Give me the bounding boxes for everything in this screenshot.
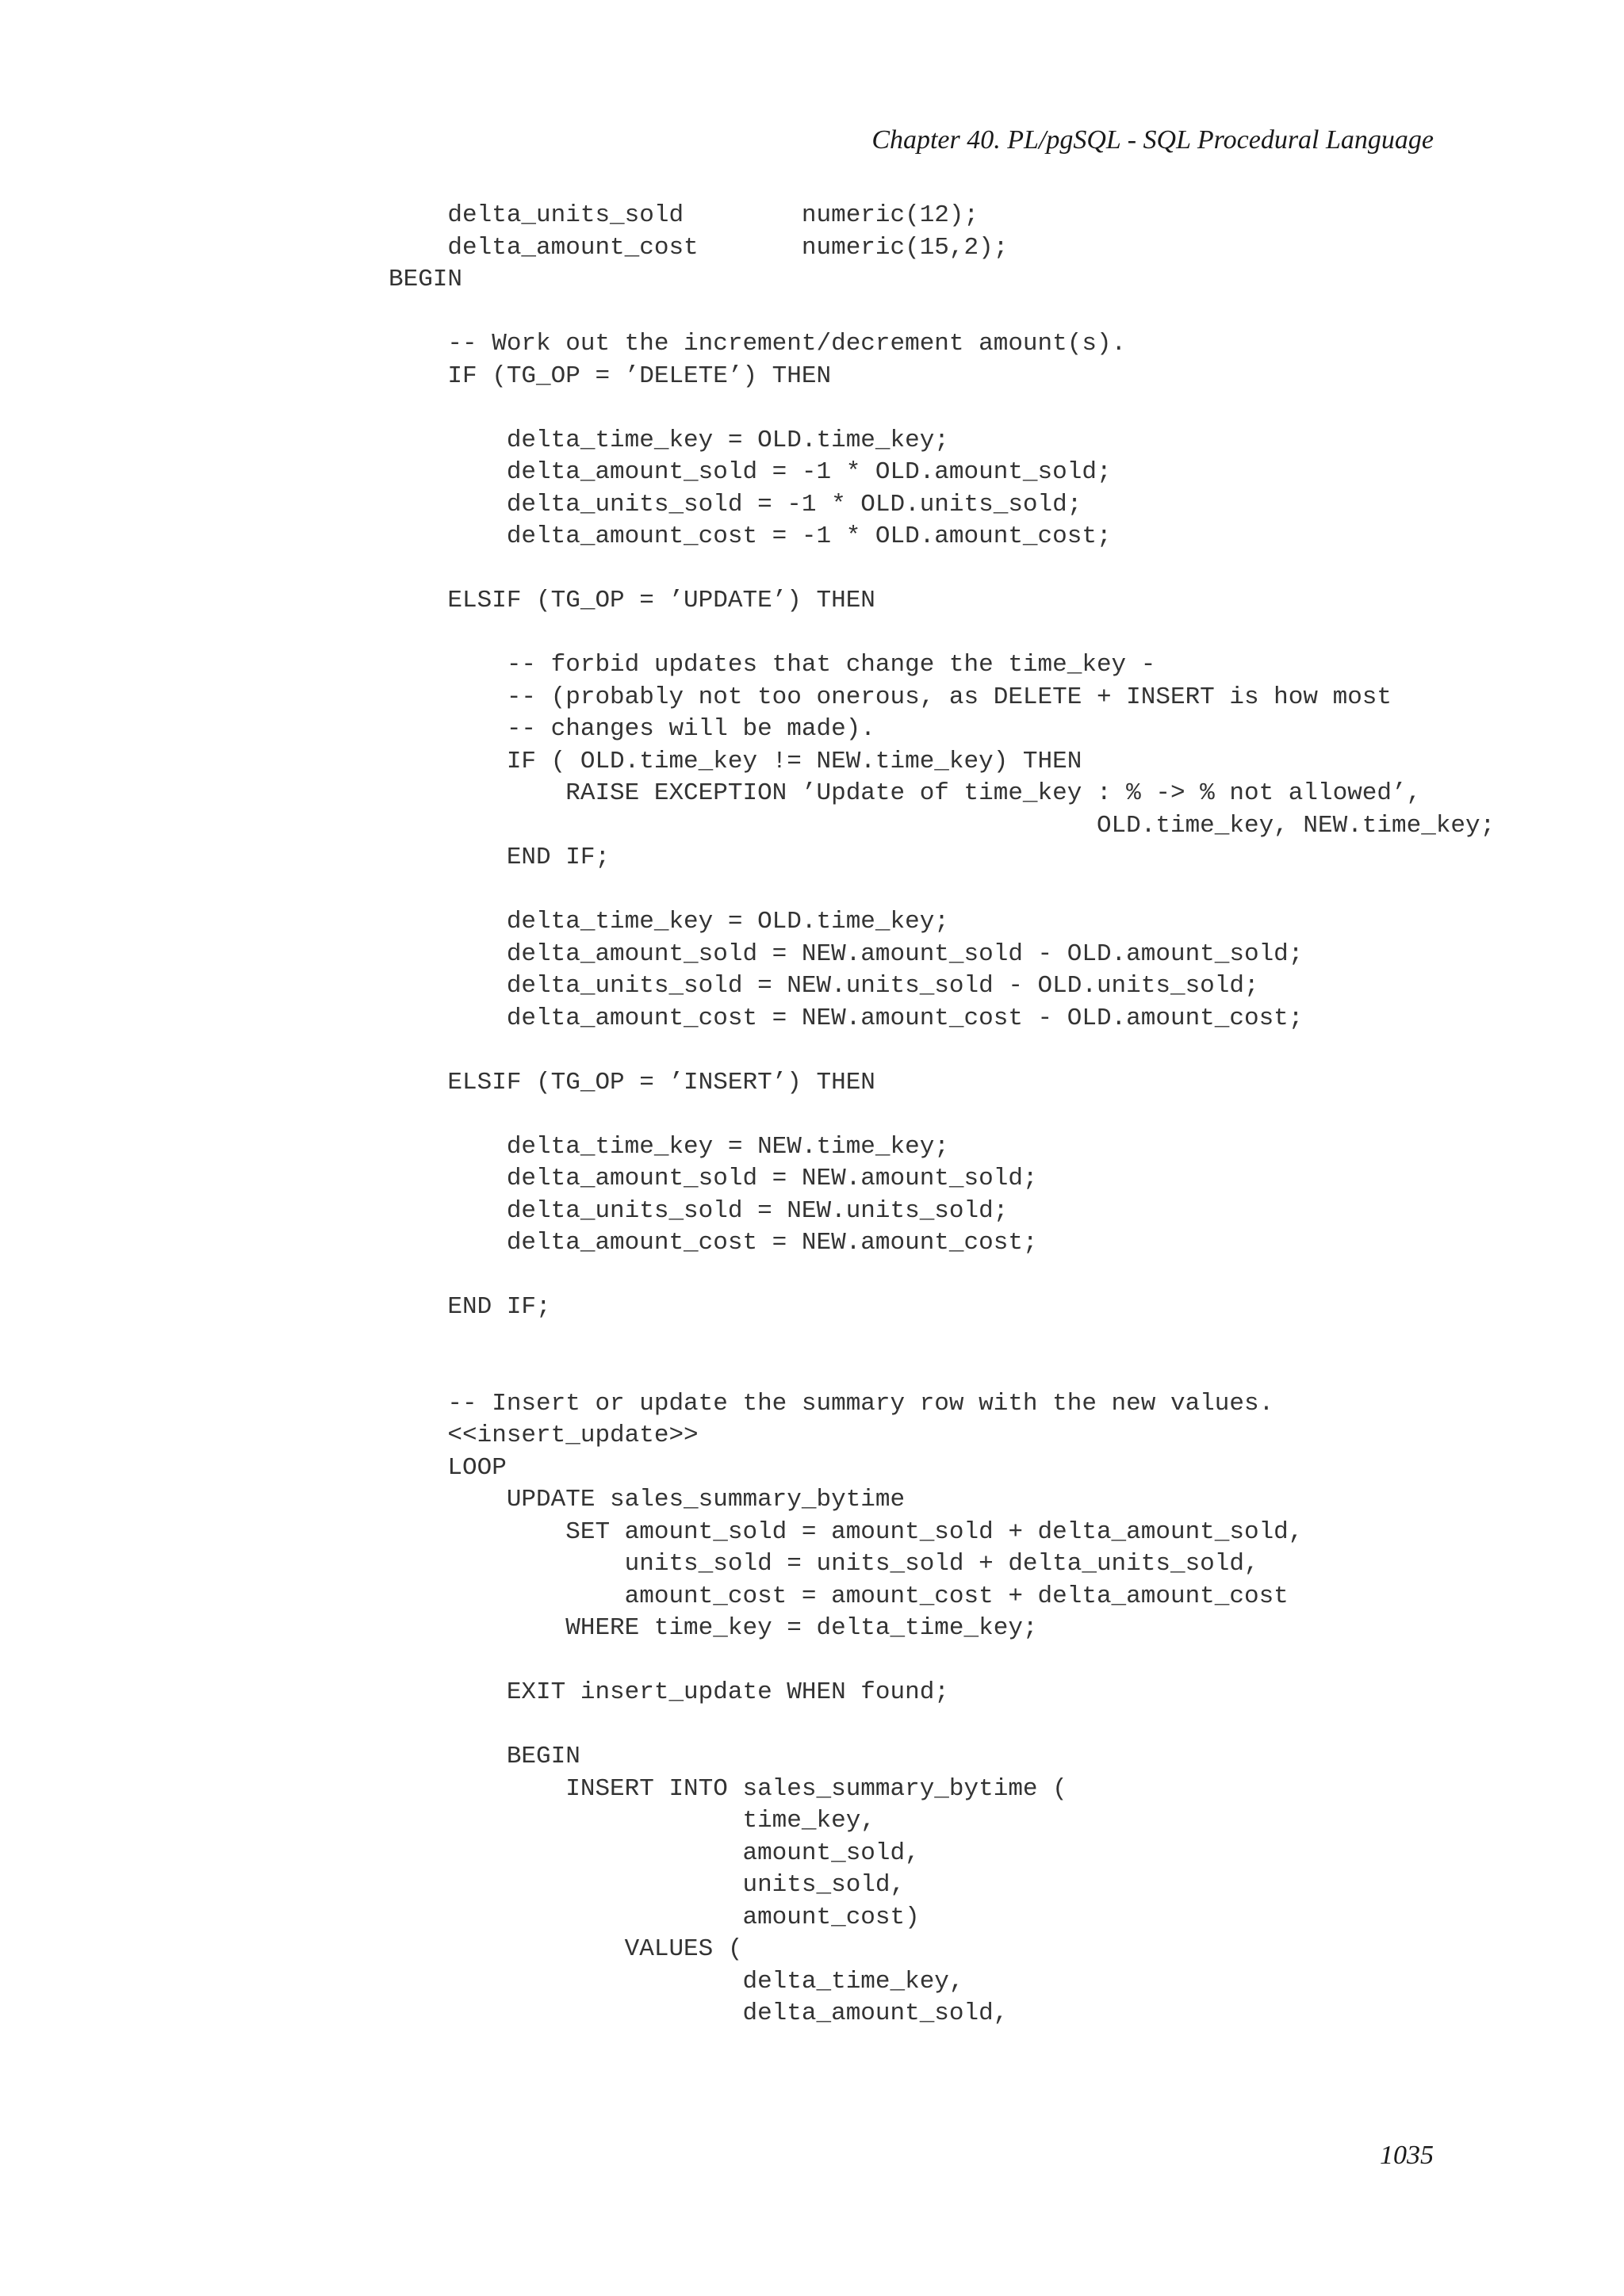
code-line [389, 874, 1495, 907]
code-line: IF ( OLD.time_key != NEW.time_key) THEN [389, 747, 1082, 775]
code-line: -- forbid updates that change the time_key - [389, 651, 1156, 679]
page-number: 1035 [1380, 2141, 1434, 2170]
code-line [389, 1356, 1495, 1388]
code-line: delta_amount_cost numeric(15,2); [389, 233, 1009, 262]
code-line: -- (probably not too onerous, as DELETE + INSERT is how most [389, 683, 1392, 711]
code-line: delta_time_key = OLD.time_key; [389, 426, 949, 454]
chapter-header: Chapter 40. PL/pgSQL - SQL Procedural Language [871, 125, 1434, 155]
code-line: amount_sold, [389, 1839, 920, 1867]
code-line: <<insert_update>> [389, 1422, 699, 1449]
code-line: delta_amount_sold = NEW.amount_sold - OLD.amount_sold; [389, 939, 1304, 968]
code-line: ELSIF (TG_OP = ’UPDATE’) THEN [389, 587, 875, 614]
code-line: END IF; [389, 844, 611, 871]
code-line [389, 1709, 1495, 1742]
code-line: delta_units_sold = NEW.units_sold - OLD.units_sold; [389, 972, 1259, 1000]
code-line: delta_amount_cost = NEW.amount_cost - OLD.amount_cost; [389, 1004, 1304, 1032]
code-line: delta_units_sold = -1 * OLD.units_sold; [389, 490, 1082, 519]
code-line: IF (TG_OP = ’DELETE’) THEN [389, 362, 832, 390]
code-line [389, 618, 1495, 650]
code-line [389, 1324, 1495, 1357]
code-line: delta_amount_cost = -1 * OLD.amount_cost; [389, 522, 1112, 550]
code-line: delta_amount_sold, [389, 1999, 1009, 2027]
code-line: delta_time_key, [389, 1967, 964, 1996]
code-line: VALUES ( [389, 1935, 743, 1963]
code-line: delta_amount_sold = NEW.amount_sold; [389, 1165, 1038, 1192]
code-line: delta_units_sold = NEW.units_sold; [389, 1196, 1009, 1225]
code-line: -- Insert or update the summary row with the new values. [389, 1389, 1274, 1418]
code-line [389, 297, 1495, 329]
code-line [389, 1035, 1495, 1067]
code-line: delta_time_key = NEW.time_key; [389, 1132, 949, 1161]
code-line: delta_amount_sold = -1 * OLD.amount_sold; [389, 458, 1112, 486]
code-line: delta_amount_cost = NEW.amount_cost; [389, 1229, 1038, 1257]
code-line: -- changes will be made). [389, 715, 875, 743]
code-line [389, 1099, 1495, 1131]
code-line: units_sold, [389, 1871, 906, 1899]
code-line: UPDATE sales_summary_bytime [389, 1486, 906, 1513]
code-line: BEGIN [389, 1743, 580, 1770]
code-line: WHERE time_key = delta_time_key; [389, 1614, 1038, 1642]
code-line: delta_time_key = OLD.time_key; [389, 908, 949, 936]
code-line: delta_units_sold numeric(12); [389, 201, 979, 229]
code-line: BEGIN [389, 266, 463, 293]
code-line: amount_cost = amount_cost + delta_amount_cost [389, 1582, 1289, 1610]
code-line: ELSIF (TG_OP = ’INSERT’) THEN [389, 1068, 875, 1096]
code-line [389, 1260, 1495, 1292]
code-line: OLD.time_key, NEW.time_key; [389, 811, 1496, 840]
code-line: RAISE EXCEPTION ’Update of time_key : % -> % not allowed’, [389, 779, 1422, 807]
code-line: INSERT INTO sales_summary_bytime ( [389, 1774, 1067, 1803]
code-line: -- Work out the increment/decrement amount(s). [389, 330, 1127, 358]
code-line [389, 392, 1495, 425]
code-line: END IF; [389, 1293, 551, 1321]
code-line: amount_cost) [389, 1903, 920, 1931]
code-line: SET amount_sold = amount_sold + delta_amount_sold, [389, 1517, 1304, 1546]
code-line: EXIT insert_update WHEN found; [389, 1678, 949, 1706]
code-listing [389, 200, 1495, 2030]
code-line: LOOP [389, 1453, 507, 1482]
code-line: units_sold = units_sold + delta_units_sold, [389, 1550, 1259, 1578]
code-line [389, 553, 1495, 586]
code-line: time_key, [389, 1807, 875, 1835]
code-line [389, 1645, 1495, 1678]
